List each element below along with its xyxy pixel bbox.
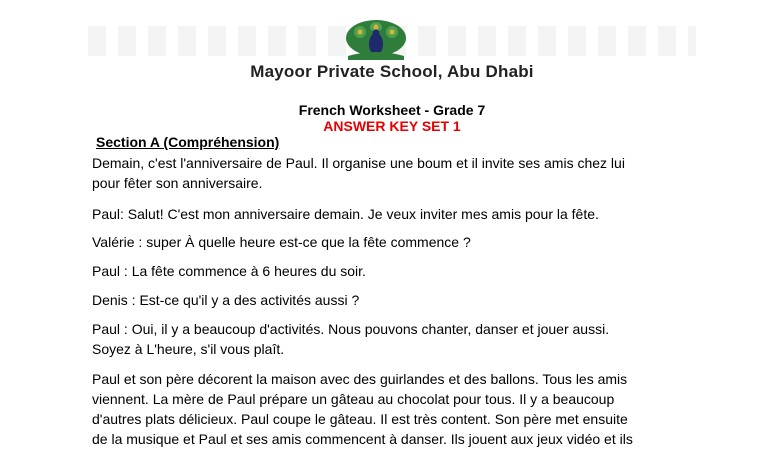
text-line: Soyez à L'heure, s'il vous plaît. <box>92 341 285 357</box>
text-line: Paul et son père décorent la maison avec des guirlandes et des ballons. Tous les amis <box>92 371 628 387</box>
story-paragraph <box>92 369 712 449</box>
text-line: pour fêter son anniversaire. <box>92 175 263 191</box>
text-line: d'autres plats délicieux. Paul coupe le gâteau. Il est très content. Son père met ensuite <box>92 411 628 427</box>
worksheet-title: French Worksheet - Grade 7 <box>298 102 486 118</box>
dialogue-line <box>92 232 712 252</box>
dialogue-line <box>92 319 712 359</box>
school-name: Mayoor Private School, Abu Dhabi <box>250 62 534 81</box>
dialogue-line <box>92 290 712 310</box>
text-line: Paul: Salut! C'est mon anniversaire demain. Je veux inviter mes amis pour la fête. <box>92 206 599 222</box>
text-line: Valérie : super À quelle heure est-ce que la fête commence ? <box>92 234 471 250</box>
peacock-emblem-icon <box>340 18 412 62</box>
dialogue-line <box>92 261 712 281</box>
answer-key-label: ANSWER KEY SET 1 <box>323 118 461 134</box>
text-line: viennent. La mère de Paul prépare un gâteau au chocolat pour tous. Il y a beaucoup <box>92 391 615 407</box>
dialogue-line <box>92 204 712 224</box>
section-title: Section A (Compréhension) <box>96 134 280 150</box>
text-line: Denis : Est-ce qu'il y a des activités aussi ? <box>92 292 360 308</box>
text-line: de la musique et Paul et ses amis commencent à danser. Ils jouent aux jeux vidéo et ils <box>92 431 633 447</box>
text-line: Demain, c'est l'anniversaire de Paul. Il organise une boum et il invite ses amis chez lui <box>92 155 625 171</box>
intro-paragraph <box>92 153 712 193</box>
text-line: Paul : Oui, il y a beaucoup d'activités. Nous pouvons chanter, danser et jouer aussi. <box>92 321 610 337</box>
text-line: Paul : La fête commence à 6 heures du soir. <box>92 263 366 279</box>
